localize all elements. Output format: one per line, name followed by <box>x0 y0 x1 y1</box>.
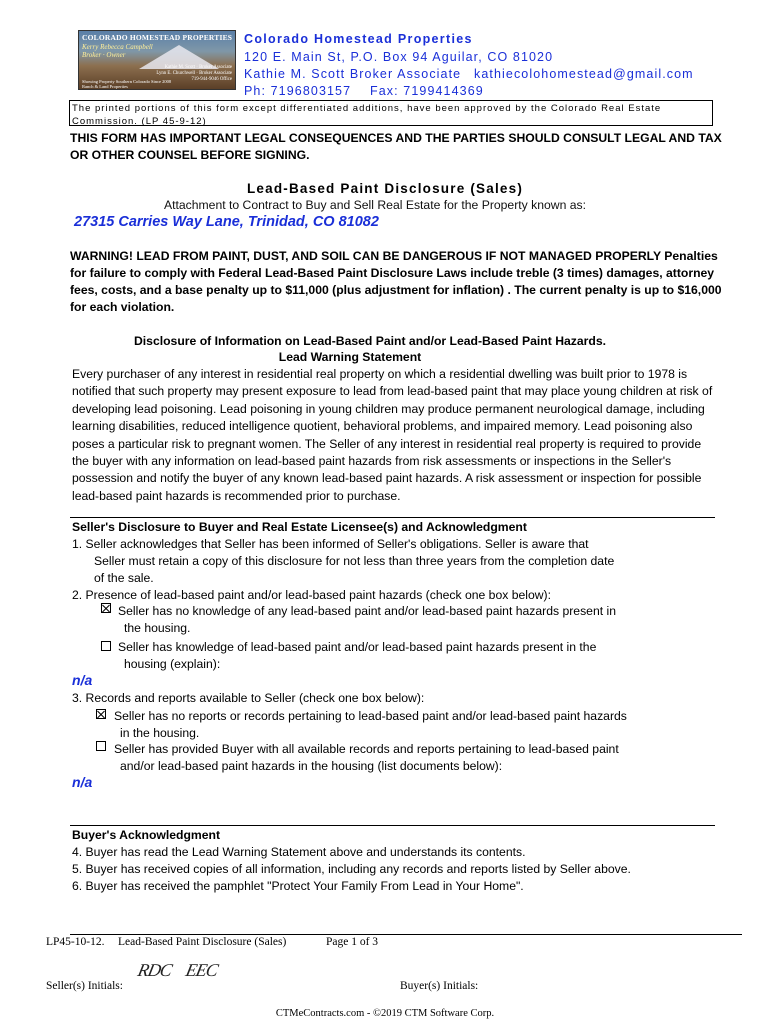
buyer-item-6: 6. Buyer has received the pamphlet "Protect Your Family From Lead in Your Home". <box>72 879 524 893</box>
option-no-knowledge-label: Seller has no knowledge of any lead-based paint and/or lead-based paint hazards present in <box>118 604 616 618</box>
copyright: CTMeContracts.com - ©2019 CTM Software Corp. <box>275 1008 495 1019</box>
option-has-knowledge-label-cont: housing (explain): <box>124 657 221 671</box>
buyer-initials-label: Buyer(s) Initials: <box>400 980 479 992</box>
seller-section-heading: Seller's Disclosure to Buyer and Real Estate Licensee(s) and Acknowledgment <box>72 520 527 534</box>
logo-line: COLORADO HOMESTEAD PROPERTIES <box>82 33 233 42</box>
buyer-section-heading: Buyer's Acknowledgment <box>72 828 221 842</box>
seller-item-3: 3. Records and reports available to Seller (check one box below): <box>72 691 425 705</box>
logo-line: Broker · Owner <box>82 51 126 59</box>
seller-item-1: 1. Seller acknowledges that Seller has been informed of Seller's obligations. Seller is aware that <box>72 537 589 551</box>
logo-line: Showing Property Southern Colorado Since 2008 Ranch & Land Properties <box>82 79 172 89</box>
checkbox-provided-reports[interactable] <box>96 741 106 751</box>
agent-name: Kathie M. Scott Broker Associate <box>244 67 462 81</box>
checkbox-has-knowledge[interactable] <box>101 641 111 651</box>
agent-email: kathiecolohomestead@gmail.com <box>474 67 694 81</box>
company-name: Colorado Homestead Properties <box>244 32 473 46</box>
option-no-reports-label: Seller has no reports or records pertaining to lead-based paint and/or lead-based paint hazards <box>114 709 627 723</box>
lead-warning-statement: Every purchaser of any interest in residential real property on which a residential dwelling was built prior to 1978 is notified that such property may present exposure to lead from lead-based paint that may place young children at risk of developing lead poisoning. Lead poisoning in young children may produce permanent neurological damage, including learning disabilities, reduced intelligence quotient, behavioral problems, and impaired memory. Lead poisoning also poses a particular risk to pregnant women. The Seller of any interest in residential real property is required to provide the buyer with any information on lead-based paint hazards from risk assessments or inspections in the Seller's possession and notify the buyer of any known lead-based paint hazards. A risk assessment or inspection for possible lead-based paint hazards is recommended prior to purchase. <box>72 367 713 503</box>
option-no-knowledge-label-cont: the housing. <box>124 621 191 635</box>
option-provided-reports-label-cont: and/or lead-based paint hazards in the housing (list documents below): <box>120 759 503 773</box>
agent-fax: Fax: 7199414369 <box>370 84 484 98</box>
form-code: LP45-10-12. <box>46 936 105 948</box>
lead-warning-penalty: WARNING! LEAD FROM PAINT, DUST, AND SOIL CAN BE DANGEROUS IF NOT MANAGED PROPERLY Penalties for failure to comply with Federal Lead-Based Paint Disclosure Laws include treble (3 times) damages, attorney fees, costs, and a base penalty up to $11,000 (plus adjustment for inflation) . The current penalty is up to $16,000 for each violation. <box>70 249 722 314</box>
checkbox-no-reports[interactable] <box>96 709 106 719</box>
buyer-item-4: 4. Buyer has read the Lead Warning Statement above and understands its contents. <box>72 845 526 859</box>
footer-divider <box>70 934 742 935</box>
seller-initials-label: Seller(s) Initials: <box>46 980 123 992</box>
approval-notice: The printed portions of this form except differentiated additions, have been approved by the Colorado Real Estate Commission. (LP 45-9-12) <box>72 103 662 127</box>
seller-item-1-cont: Seller must retain a copy of this disclosure for not less than three years from the completion date <box>94 554 615 568</box>
agent-phone: Ph: 7196803157 <box>244 84 352 98</box>
seller-item-2: 2. Presence of lead-based paint and/or lead-based paint hazards (check one box below): <box>72 588 552 602</box>
logo-line: Kathie M. Scott · Broker Associate Lynn E. Churchwell · Broker Associate 719-944-9046 Office <box>156 65 232 82</box>
option-no-reports-label-cont: in the housing. <box>120 726 200 740</box>
lead-warning-heading: Lead Warning Statement <box>278 350 422 364</box>
document-title: Lead-Based Paint Disclosure (Sales) <box>246 181 524 196</box>
option-provided-reports-label: Seller has provided Buyer with all available records and reports pertaining to lead-based paint <box>114 742 619 756</box>
company-address: 120 E. Main St, P.O. Box 94 Aguilar, CO 81020 <box>244 50 554 64</box>
option-has-knowledge-label: Seller has knowledge of lead-based paint and/or lead-based paint hazards present in the <box>118 640 597 654</box>
checkbox-no-knowledge[interactable] <box>101 603 111 613</box>
explanation-field[interactable]: n/a <box>72 672 93 688</box>
disclosure-heading: Disclosure of Information on Lead-Based Paint and/or Lead-Based Paint Hazards. <box>133 334 607 348</box>
section-divider <box>70 825 715 826</box>
approval-notice-box <box>69 100 713 126</box>
form-title: Lead-Based Paint Disclosure (Sales) <box>118 936 287 948</box>
section-divider <box>70 517 715 518</box>
company-logo <box>78 30 236 90</box>
documents-list-field[interactable]: n/a <box>72 774 93 790</box>
legal-consequence-notice: THIS FORM HAS IMPORTANT LEGAL CONSEQUENCES AND THE PARTIES SHOULD CONSULT LEGAL AND TAX OR OTHER COUNSEL BEFORE SIGNING. <box>70 131 722 162</box>
seller-item-1-cont: of the sale. <box>94 571 154 585</box>
attachment-line: Attachment to Contract to Buy and Sell Real Estate for the Property known as: <box>163 198 587 212</box>
property-address[interactable]: 27315 Carries Way Lane, Trinidad, CO 81082 <box>74 214 379 230</box>
buyer-item-5: 5. Buyer has received copies of all information, including any records and reports listed by Seller above. <box>72 862 631 876</box>
logo-line: Kerry Rebecca Campbell <box>82 43 153 51</box>
seller-initial-signature[interactable]: EEC <box>183 960 220 980</box>
seller-initial-signature[interactable]: RDC <box>135 960 174 980</box>
page-number: Page 1 of 3 <box>326 936 379 948</box>
